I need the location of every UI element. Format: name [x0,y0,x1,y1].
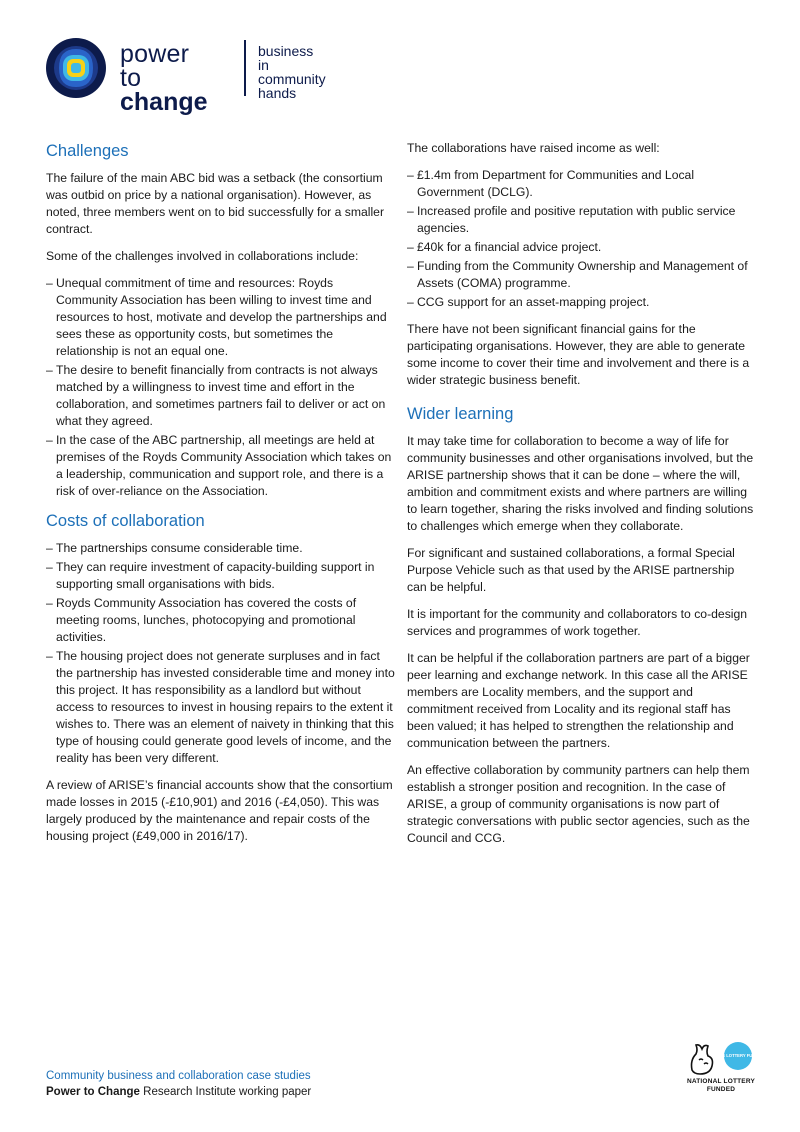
list-item: – The desire to benefit financially from contracts is not always matched by a willingness to invest time and effort in the collaboration, and sometimes partners fail to deliver or act on what they agreed. [46,362,396,430]
wider-paragraph: It is important for the community and collaborators to co-design services and programmes of work together. [407,607,748,638]
list-item: – In the case of the ABC partnership, all meetings are held at premises of the Royds Community Association which takes on a leadership, communication and support role, and there is a risk of over-reliance on the Association. [46,432,396,500]
brand-line-1: power to [120,40,190,92]
income-intro: The collaborations have raised income as well: [407,141,660,155]
list-item: – £40k for a financial advice project. [407,239,757,256]
income-list [407,167,757,311]
national-lottery-funded-text: NATIONAL LOTTERY FUNDED [686,1078,756,1093]
footer-paper-rest: Research Institute working paper [139,1086,312,1098]
header-divider [244,40,246,96]
tagline [258,44,326,100]
list-item: – Royds Community Association has covered the costs of meeting rooms, lunches, photocopying and promotional activities. [46,595,396,646]
big-lottery-fund-badge [717,1042,759,1070]
power-to-change-logo-icon [46,38,106,98]
challenges-paragraph-2: Some of the challenges involved in collaborations include: [46,249,359,263]
income-paragraph-1: There have not been significant financial gains for the participating organisations. However, they are able to generate some income to cover their time and involvement and there is a wider strategic business benefit. [407,322,750,387]
wider-paragraph: It may take time for collaboration to become a way of life for community businesses and other organisations involved, but the ARISE partnership shows that it can be done – where the will, ambition and commitment exists and where partners are willing to learn together, sharing the risks involved and finding solutions to challenges which emerge when they collaborate. [407,434,754,533]
national-lottery-logo [686,1040,759,1096]
wider-paragraph: An effective collaboration by community partners can help them establish a stronger position and recognition. In the case of ARISE, a group of community organisations is now part of strategic conversations with public sector agencies, such as the Council and CCG. [407,763,750,845]
footer-brand: Power to Change [46,1086,140,1098]
brand-name [120,42,208,114]
list-item: – The partnerships consume considerable time. [46,540,396,557]
right-column [407,140,757,857]
challenges-heading: Challenges [46,142,129,160]
list-item: – £1.4m from Department for Communities and Local Government (DCLG). [407,167,757,201]
tagline-line-2: community [258,71,326,87]
wider-paragraph: It can be helpful if the collaboration partners are part of a bigger peer learning and exchange network. In this case all the ARISE members are Locality members, and the support and commitment received from Locality and its regional staff has been valued; it has helped to strengthen the relationship and communication between the partners. [407,651,750,750]
list-item: – Increased profile and positive reputation with public service agencies. [407,203,757,237]
costs-heading: Costs of collaboration [46,512,205,530]
footer-paper-title [46,1084,311,1100]
challenges-paragraph-1: The failure of the main ABC bid was a setback (the consortium was outbid on price by a national organisation). However, as noted, three members went on to bid successfully for a smaller contract. [46,171,385,236]
wider-paragraph: For significant and sustained collaborations, a formal Special Purpose Vehicle such as that used by the ARISE partnership can be helpful. [407,546,735,594]
list-item: – They can require investment of capacity-building support in supporting small organisations with bids. [46,559,396,593]
brand-line-2: change [120,88,208,116]
footer [46,1068,311,1100]
costs-list [46,540,396,767]
wider-learning-heading: Wider learning [407,405,514,423]
challenges-list [46,275,396,500]
list-item: – Funding from the Community Ownership and Management of Assets (COMA) programme. [407,258,757,292]
left-column [46,140,396,855]
footer-series-title: Community business and collaboration case studies [46,1070,311,1082]
list-item: – Unequal commitment of time and resources: Royds Community Association has been willing to invest time and resources to host, motivate and develop the partnerships and sees these as opportunity costs, but sometimes the relationship is not an equal one. [46,275,396,360]
list-item: – CCG support for an asset-mapping project. [407,294,757,311]
tagline-line-1: business in [258,43,314,73]
list-item: – The housing project does not generate surpluses and in fact the partnership has invested considerable time and money into this project. It has responsibility as a landlord but without access to resources to invest in housing repairs to the extent it wishes to. There was an element of naivety in thinking that this type of housing could generate good levels of income, and the reality has been very different. [46,648,396,767]
big-lottery-fund-label: BIG LOTTERY FUND [717,1053,759,1058]
tagline-line-3: hands [258,85,297,101]
costs-paragraph-1: A review of ARISE’s financial accounts show that the consortium made losses in 2015 (-£10,901) and 2016 (-£4,050). This was largely produced by the maintenance and repair costs of the housing project (£49,000 in 2016/17). [46,778,393,843]
